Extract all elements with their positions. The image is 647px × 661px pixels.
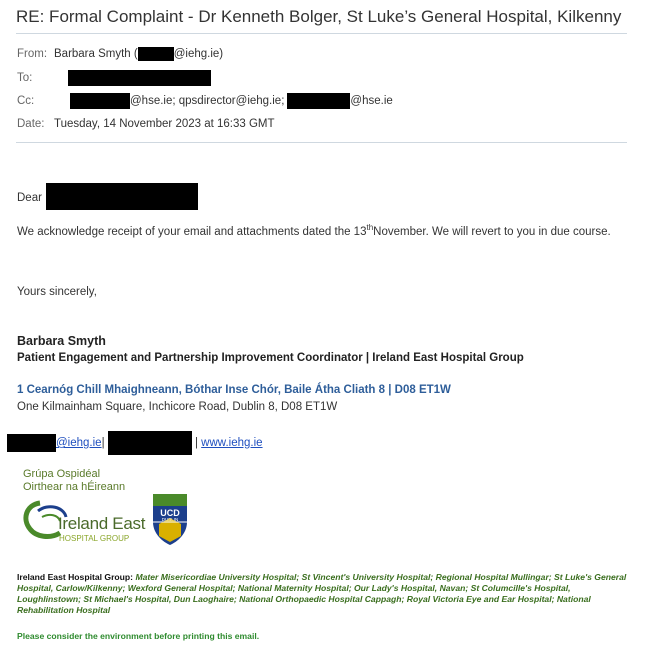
from-row (17, 47, 223, 61)
date-label: Date: (17, 118, 45, 130)
cc-row (17, 93, 393, 109)
redacted-block (68, 70, 211, 86)
email-subject: RE: Formal Complaint - Dr Kenneth Bolger, St Luke’s General Hospital, Kilkenny (16, 7, 622, 26)
greeting (17, 183, 198, 210)
cc-recipients-1[interactable]: @hse.ie; qpsdirector@iehg.ie; (130, 95, 285, 108)
irish-line-1: Grúpa Ospidéal (23, 468, 101, 480)
date-row (17, 118, 275, 130)
cc-label: Cc: (17, 95, 35, 108)
redacted-block (108, 431, 192, 455)
superscript-th: th (366, 223, 374, 232)
separator: | (194, 437, 198, 450)
address-english: One Kilmainham Square, Inchicore Road, Dublin 8, D08 ET1W (17, 401, 338, 413)
ireland-east-text: Ireland East (58, 514, 146, 533)
address-irish: 1 Cearnóg Chill Mhaighneann, Bóthar Inse Chór, Baile Átha Cliath 8 | D08 ET1W (17, 384, 451, 396)
website-link[interactable]: www.iehg.ie (201, 437, 263, 450)
hospital-group-footer (17, 572, 627, 616)
cc-recipients-2[interactable]: @hse.ie (350, 95, 393, 108)
ireland-east-logo (20, 497, 150, 547)
closing: Yours sincerely, (17, 286, 97, 298)
from-name[interactable]: Barbara Smyth ( (54, 48, 138, 61)
ucd-dublin-text: DUBLIN (161, 517, 179, 522)
to-label: To: (17, 72, 33, 85)
from-domain: @iehg.ie) (173, 48, 224, 61)
redacted-block (70, 93, 130, 109)
redacted-block (138, 47, 174, 61)
irish-line-2: Oirthear na hÉireann (23, 481, 126, 493)
greeting-text: Dear (17, 192, 42, 204)
date-value: Tuesday, 14 November 2023 at 16:33 GMT (54, 118, 275, 130)
signature-title: Patient Engagement and Partnership Improvement Coordinator | Ireland East Hospital Group (17, 352, 524, 364)
from-label: From: (17, 48, 48, 61)
redacted-block (287, 93, 350, 109)
redacted-block (46, 183, 198, 210)
body-paragraph (17, 219, 622, 241)
footer-label: Ireland East Hospital Group: (17, 572, 134, 582)
separator: | (101, 437, 105, 450)
to-row (17, 70, 211, 86)
header-divider-bottom (16, 142, 627, 143)
ucd-crest (151, 492, 189, 546)
email-link[interactable]: @iehg.ie (56, 437, 102, 450)
irish-group-name (23, 468, 125, 494)
contact-row (7, 431, 263, 455)
redacted-block (7, 434, 56, 452)
hospital-group-text: HOSPITAL GROUP (59, 534, 130, 543)
signature-name: Barbara Smyth (17, 334, 106, 348)
environment-notice: Please consider the environment before printing this email. (17, 631, 260, 641)
footer-hospitals: Mater Misericordiae University Hospital; St Vincent's University Hospital; Regional Hospital Mullingar; St Luke's General Hospital, Carlow/Kilkenny; Wexford General Hospital; National Maternity Hospital; Our Lady's Hospital, Navan; St Columcille's Hospital, Loughlinstown; St Michael's Hospital, Dun Laoghaire; National Orthopaedic Hospital Cappagh; Royal Victoria Eye and Ear Hospital; National Rehabilitation Hospital (17, 572, 627, 615)
body-paragraph-text-end: November. We will revert to you in due course. (373, 225, 611, 238)
body-paragraph-text: We acknowledge receipt of your email and attachments dated the 13 (17, 225, 367, 238)
header-divider-top (16, 33, 627, 34)
ucd-text: UCD (160, 508, 180, 518)
